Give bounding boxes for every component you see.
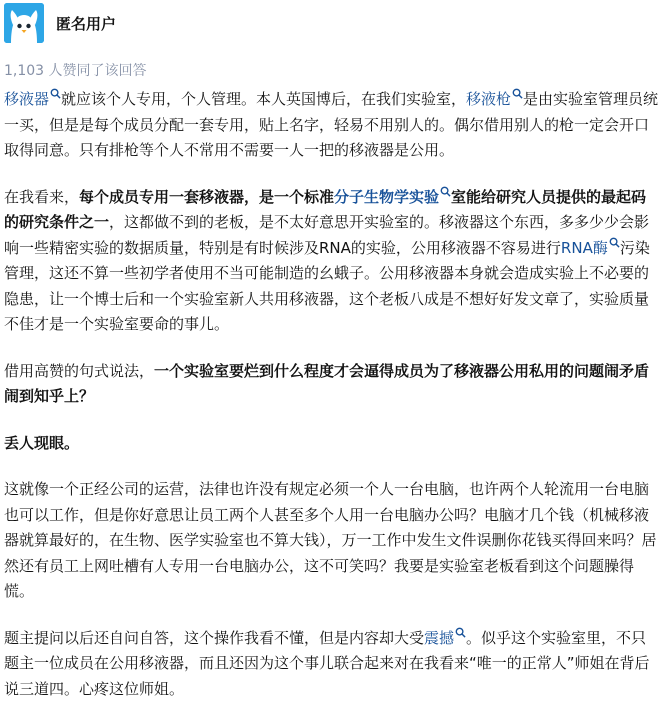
answer-header: [4, 3, 116, 43]
search-icon: [50, 88, 61, 99]
paragraph-1: 移液器 就应该个人专用，个人管理。本人英国博后，在我们实验室，移液枪 是由实验室管理员统一买，但是是每个成员分配一套专用，贴上名字，轻易不用别人的。偶尔借用别人的枪一定会开口取得同意。只有排枪等个人不常用不需要一人一把的移液器是公用。: [4, 90, 659, 159]
keyword-link[interactable]: 震撼: [424, 629, 466, 647]
search-icon: [455, 627, 466, 638]
keyword-link[interactable]: RNA酶: [561, 239, 620, 257]
keyword-link[interactable]: 分子生物学实验: [334, 188, 451, 206]
search-icon: [440, 186, 451, 197]
paragraph-5: 这就像一个正经公司的运营，法律也许没有规定必须一个人一台电脑，也许两个人轮流用一台电脑也可以工作，但是你好意思让员工两个人甚至多个人用一台电脑办公吗？电脑才几个钱（机械移液器就算最好的，在生物、医学实验室也不算大钱），万一工作中发生文件误删你花钱买得回来吗？居然还有员工上网吐槽有人专用一台电脑办公，这不可笑吗？我要是实验室老板看到这个问题臊得慌。: [4, 480, 657, 600]
author-name[interactable]: 匿名用户: [56, 14, 117, 33]
paragraph-4: 丢人现眼。: [4, 433, 80, 452]
keyword-link[interactable]: 移液器: [4, 90, 61, 108]
paragraph-3: 借用高赞的句式说法，一个实验室要烂到什么程度才会逼得成员为了移液器公用私用的问题闹矛盾闹到知乎上？: [4, 361, 650, 405]
keyword-link[interactable]: 移液枪: [466, 90, 523, 108]
anonymous-avatar-icon[interactable]: [4, 3, 44, 43]
bird-icon: [4, 3, 44, 43]
vote-count: 1,103 人赞同了该回答: [4, 63, 147, 79]
paragraph-6: 题主提问以后还自问自答，这个操作我看不懂，但是内容却大受震撼 。似乎这个实验室里，不只题主一位成员在公用移液器，而且还因为这个事儿联合起来对在我看来“唯一的正常人”师姐在背后说三道四。心疼这位师姐。: [4, 628, 650, 698]
paragraph-2: 在我看来，每个成员专用一套移液器，是一个标准分子生物学实验 室能给研究人员提供的最起码的研究条件之一，这都做不到的老板，是不太好意思开实验室的。移液器这个东西，多多少少会影响一些精密实验的数据质量，特别是有时候涉及RNA的实验，公用移液器不容易进行RNA酶 污染管理，这还不算一些初学者使用不当可能制造的幺蛾子。公用移液器本身就会造成实验上不必要的隐患，让一个博士后和一个实验室新人共用移液器，这个老板八成是不想好好发文章了，实验质量不佳才是一个实验室要命的事儿。: [4, 187, 650, 333]
answer-content: [4, 87, 660, 723]
search-icon: [512, 88, 523, 99]
search-icon: [609, 237, 620, 248]
